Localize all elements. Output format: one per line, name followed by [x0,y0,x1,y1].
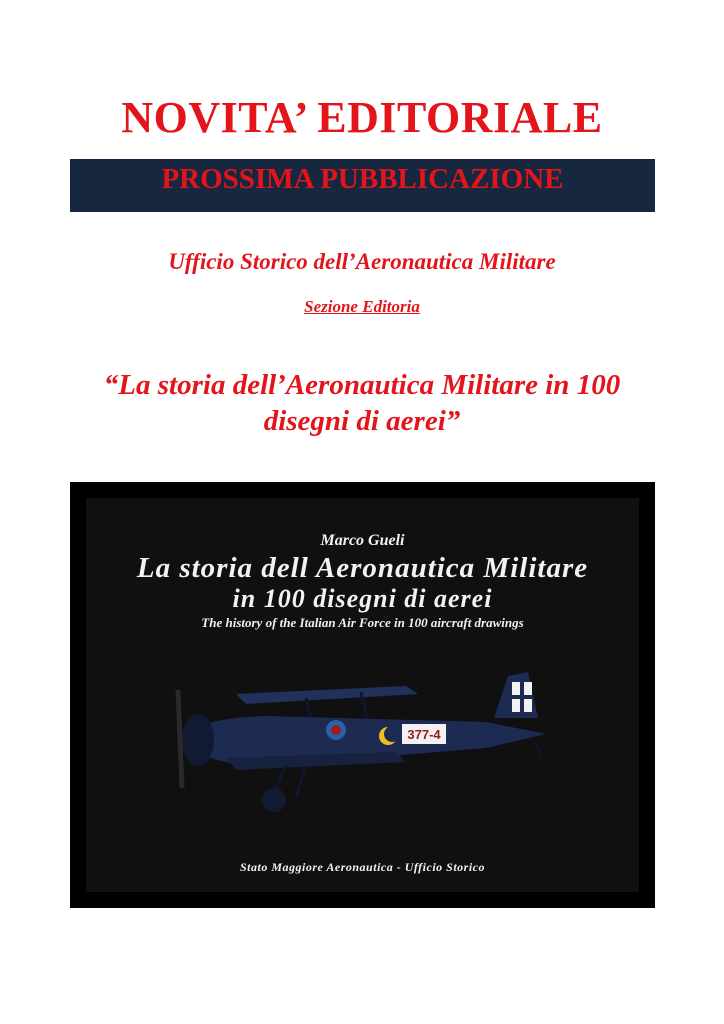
book-cover [86,498,639,892]
book-title-line2: disegni di aerei” [263,405,461,437]
banner-text: PROSSIMA PUBBLICAZIONE [161,163,564,195]
propeller [178,690,182,788]
banner [70,159,655,212]
book-title [0,367,724,439]
publisher-office: Ufficio Storico dell’Aeronautica Militare [168,249,556,274]
landing-wheel [262,788,286,812]
book-title-line1: “La storia dell’Aeronautica Militare in 100 [103,369,621,401]
cover-title-line2: in 100 disegni di aerei [232,584,493,613]
cover-title-line1: La storia dell Aeronautica Militare [136,552,589,584]
biplane-illustration [156,648,576,828]
cover-author: Marco Gueli [320,532,405,549]
cover-footer: Stato Maggiore Aeronautica - Ufficio Storico [239,860,485,874]
headline: NOVITA’ EDITORIALE [121,93,603,142]
aircraft-code: 377-4 [407,727,441,742]
upper-wing [236,686,418,704]
publisher-section: Sezione Editoria [304,297,420,316]
cover-subtitle: The history of the Italian Air Force in 100 aircraft drawings [201,615,524,630]
engine-cowling [182,714,214,766]
book-cover-frame [70,482,655,908]
